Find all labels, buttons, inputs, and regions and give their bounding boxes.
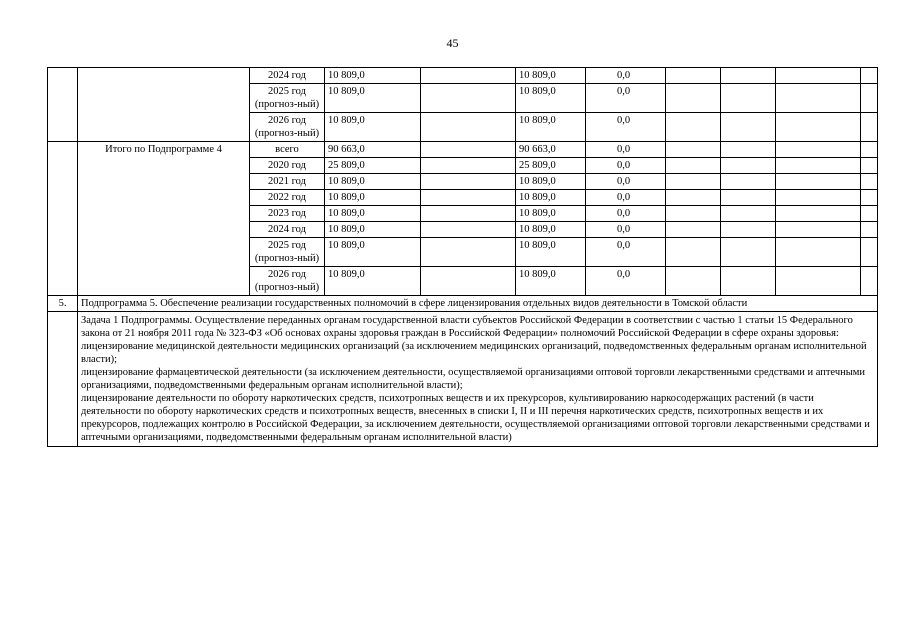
total-cell: 25 809,0 (325, 158, 421, 174)
local-cell: 0,0 (586, 174, 666, 190)
year-cell: 2026 год (прогноз-ный) (250, 113, 325, 142)
total-cell: 10 809,0 (325, 267, 421, 296)
empty-cell (666, 142, 721, 158)
empty-cell (776, 222, 861, 238)
empty-cell (776, 113, 861, 142)
regional-cell: 10 809,0 (516, 222, 586, 238)
section-number: 5. (48, 296, 78, 312)
budget-table (47, 67, 878, 447)
empty-cell (776, 68, 861, 84)
regional-cell: 90 663,0 (516, 142, 586, 158)
federal-cell (421, 238, 516, 267)
total-cell: 10 809,0 (325, 190, 421, 206)
empty-cell (721, 68, 776, 84)
empty-cell (721, 174, 776, 190)
federal-cell (421, 142, 516, 158)
regional-cell: 10 809,0 (516, 267, 586, 296)
federal-cell (421, 68, 516, 84)
empty-cell (861, 267, 878, 296)
empty-cell (861, 113, 878, 142)
index-cell (48, 142, 78, 296)
federal-cell (421, 206, 516, 222)
empty-cell (666, 222, 721, 238)
empty-cell (721, 84, 776, 113)
local-cell: 0,0 (586, 113, 666, 142)
total-cell: 10 809,0 (325, 68, 421, 84)
table-row (48, 142, 878, 158)
empty-cell (776, 206, 861, 222)
total-cell: 90 663,0 (325, 142, 421, 158)
federal-cell (421, 190, 516, 206)
empty-cell (666, 174, 721, 190)
total-cell: 10 809,0 (325, 113, 421, 142)
regional-cell: 25 809,0 (516, 158, 586, 174)
local-cell: 0,0 (586, 222, 666, 238)
regional-cell: 10 809,0 (516, 84, 586, 113)
total-cell: 10 809,0 (325, 238, 421, 267)
year-cell: 2024 год (250, 68, 325, 84)
year-cell: 2024 год (250, 222, 325, 238)
task-paragraph: Задача 1 Подпрограммы. Осуществление переданных органам государственной власти субъектов Российской Федерации в соответствии с частью 1 статьи 15 Федерального закона от 21 ноября 2011 года № 323-ФЗ «Об основах охраны здоровья граждан в Российской Федерации» полномочий Российской Федерации в сфере охраны здоровья: (81, 315, 853, 339)
empty-cell (861, 190, 878, 206)
section-title: Подпрограмма 5. Обеспечение реализации государственных полномочий в сфере лицензирования отдельных видов деятельности в Томской области (78, 296, 878, 312)
empty-cell (666, 84, 721, 113)
empty-cell (666, 190, 721, 206)
empty-cell (666, 238, 721, 267)
empty-cell (721, 190, 776, 206)
local-cell: 0,0 (586, 142, 666, 158)
federal-cell (421, 158, 516, 174)
empty-cell (666, 206, 721, 222)
local-cell: 0,0 (586, 238, 666, 267)
empty-cell (861, 84, 878, 113)
empty-cell (776, 142, 861, 158)
year-cell: 2020 год (250, 158, 325, 174)
task-paragraph: лицензирование деятельности по обороту наркотических средств, психотропных веществ и их прекурсоров, культивированию наркосодержащих растений (в части деятельности по обороту наркотических средств и психотропных веществ, внесенных в списки I, II и III перечня наркотических средств, психотропных веществ и их прекурсоров, подлежащих контролю в Российской Федерации, за исключением деятельности, осуществляемой организациями оптовой торговли лекарственными средствами и аптечными организациями, подведомственными федеральным органам исполнительной власти) (81, 393, 870, 443)
empty-cell (861, 238, 878, 267)
index-cell (48, 312, 78, 447)
year-cell: 2025 год (прогноз-ный) (250, 238, 325, 267)
federal-cell (421, 174, 516, 190)
table-row (48, 68, 878, 84)
regional-cell: 10 809,0 (516, 206, 586, 222)
federal-cell (421, 267, 516, 296)
empty-cell (776, 267, 861, 296)
regional-cell: 10 809,0 (516, 68, 586, 84)
local-cell: 0,0 (586, 267, 666, 296)
name-cell (78, 68, 250, 142)
task-row (48, 312, 878, 447)
empty-cell (721, 238, 776, 267)
empty-cell (861, 158, 878, 174)
year-cell: всего (250, 142, 325, 158)
task-paragraph: лицензирование медицинской деятельности медицинских организаций (за исключением медицинских организаций, подведомственных федеральным органам исполнительной власти); (81, 341, 867, 365)
local-cell: 0,0 (586, 158, 666, 174)
empty-cell (776, 84, 861, 113)
local-cell: 0,0 (586, 206, 666, 222)
empty-cell (721, 206, 776, 222)
year-cell: 2021 год (250, 174, 325, 190)
total-cell: 10 809,0 (325, 84, 421, 113)
empty-cell (776, 238, 861, 267)
empty-cell (861, 206, 878, 222)
year-cell: 2026 год (прогноз-ный) (250, 267, 325, 296)
total-cell: 10 809,0 (325, 174, 421, 190)
total-cell: 10 809,0 (325, 206, 421, 222)
regional-cell: 10 809,0 (516, 238, 586, 267)
total-cell: 10 809,0 (325, 222, 421, 238)
empty-cell (721, 222, 776, 238)
local-cell: 0,0 (586, 190, 666, 206)
section-row (48, 296, 878, 312)
local-cell: 0,0 (586, 84, 666, 113)
page-number: 45 (446, 36, 459, 50)
empty-cell (861, 174, 878, 190)
empty-cell (861, 222, 878, 238)
empty-cell (666, 158, 721, 174)
empty-cell (721, 113, 776, 142)
empty-cell (776, 174, 861, 190)
regional-cell: 10 809,0 (516, 190, 586, 206)
federal-cell (421, 222, 516, 238)
federal-cell (421, 113, 516, 142)
task-paragraph: лицензирование фармацевтической деятельности (за исключением деятельности, осуществляемой организациями оптовой торговли лекарственными средствами и аптечными организациями, подведомственными федеральным органам исполнительной власти); (81, 367, 866, 391)
empty-cell (721, 158, 776, 174)
year-cell: 2023 год (250, 206, 325, 222)
empty-cell (721, 142, 776, 158)
regional-cell: 10 809,0 (516, 113, 586, 142)
empty-cell (666, 267, 721, 296)
federal-cell (421, 84, 516, 113)
empty-cell (666, 113, 721, 142)
table-body (48, 68, 878, 447)
empty-cell (776, 190, 861, 206)
index-cell (48, 68, 78, 142)
empty-cell (861, 68, 878, 84)
year-cell: 2025 год (прогноз-ный) (250, 84, 325, 113)
subtotal-label: Итого по Подпрограмме 4 (78, 142, 250, 296)
local-cell: 0,0 (586, 68, 666, 84)
empty-cell (776, 158, 861, 174)
empty-cell (721, 267, 776, 296)
year-cell: 2022 год (250, 190, 325, 206)
task-description (78, 312, 878, 447)
regional-cell: 10 809,0 (516, 174, 586, 190)
empty-cell (666, 68, 721, 84)
empty-cell (861, 142, 878, 158)
